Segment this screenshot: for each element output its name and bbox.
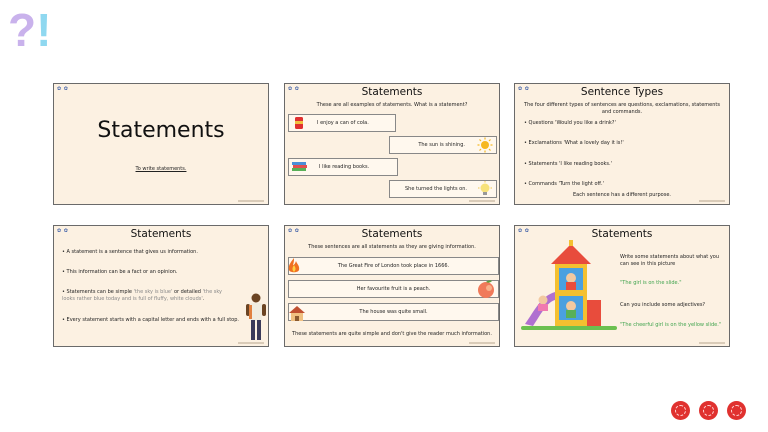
detailed-example: 'the sky looks rather blue today and is full of fluffy, white clouds' xyxy=(62,289,223,302)
slide-prompt: Write some statements about what you can see in this picture xyxy=(620,254,720,267)
example-box xyxy=(288,303,499,321)
slide-question: Can you include some adjectives? xyxy=(620,302,706,308)
nav-dot-icon[interactable] xyxy=(671,401,690,420)
person-illustration xyxy=(244,292,268,344)
bullet-text: A statement is a sentence that gives us information. xyxy=(66,249,198,255)
bullet-item: • Statements can be simple 'the sky is blue' or detailed 'the sky looks rather blue today and is full of fluffy, white clouds'. xyxy=(62,289,223,302)
slide-thumbnail-3[interactable] xyxy=(514,83,730,205)
bullet-text: or detailed xyxy=(172,289,203,295)
slide-logo: ✿ ✿ xyxy=(57,228,69,234)
slide-title: Statements xyxy=(130,228,192,240)
bullet-text: This information can be a fact or an opinion. xyxy=(66,269,178,275)
slide-footer-text: Each sentence has a different purpose. xyxy=(572,192,671,198)
simple-example: 'the sky is blue' xyxy=(133,289,173,295)
slide-thumbnail-5[interactable] xyxy=(284,225,500,347)
slide-footer-text: These statements are quite simple and don't give the reader much information. xyxy=(292,331,492,337)
bullet-text: Commands 'Turn the light off.' xyxy=(528,181,604,187)
example-text: The house was quite small. xyxy=(359,309,428,315)
slide-title: Statements xyxy=(591,228,653,240)
slide-footer-mark xyxy=(699,342,725,344)
example-text: Her favourite fruit is a peach. xyxy=(356,286,431,292)
bullet-item: • Statements 'I like reading books.' xyxy=(524,161,612,167)
example-box xyxy=(389,180,497,198)
exclamation-icon: ! xyxy=(36,4,52,56)
sun-icon xyxy=(477,137,493,153)
bullet-item: • A statement is a sentence that gives us information. xyxy=(62,249,198,255)
bullet-text: . xyxy=(202,296,205,302)
slide-thumbnail-6[interactable] xyxy=(514,225,730,347)
slide-footer-mark xyxy=(238,200,264,202)
slide-footer-mark xyxy=(238,342,264,344)
house-icon xyxy=(287,304,307,322)
slide-logo: ✿ ✿ xyxy=(518,86,530,92)
cola-can-icon xyxy=(291,116,307,130)
bullet-text: Statements can be simple xyxy=(66,289,134,295)
example-text: She turned the lights on. xyxy=(404,186,467,192)
slide-title: Statements xyxy=(361,86,423,98)
slide-title: Statements xyxy=(361,228,423,240)
example-box xyxy=(288,114,396,132)
light-bulb-icon xyxy=(477,181,493,197)
slide-thumbnail-2[interactable] xyxy=(284,83,500,205)
slide-intro: These sentences are all statements as they are giving information. xyxy=(308,244,476,250)
playground-illustration xyxy=(521,240,617,338)
slide-footer-mark xyxy=(469,342,495,344)
slide-footer-mark xyxy=(469,200,495,202)
example-box xyxy=(389,136,497,154)
example-text: I like reading books. xyxy=(319,164,370,170)
nav-dot-icon[interactable] xyxy=(727,401,746,420)
example-box xyxy=(288,280,499,298)
nav-dot-icon[interactable] xyxy=(699,401,718,420)
peach-icon xyxy=(475,279,497,299)
bullet-text: Statements 'I like reading books.' xyxy=(528,161,612,167)
bullet-item: • This information can be a fact or an opinion. xyxy=(62,269,178,275)
example-box xyxy=(288,257,499,275)
question-mark-icon: ? xyxy=(8,4,37,56)
slide-title: Sentence Types xyxy=(580,86,664,98)
example-text: I enjoy a can of cola. xyxy=(317,120,369,126)
slide-thumbnail-1[interactable] xyxy=(53,83,269,205)
books-icon xyxy=(291,160,309,174)
example-statement: "The cheerful girl is on the yellow slide." xyxy=(620,322,722,328)
slide-intro: The four different types of sentences are questions, exclamations, statements and commands. xyxy=(524,102,720,115)
example-box xyxy=(288,158,398,176)
slide-logo: ✿ ✿ xyxy=(288,86,300,92)
slide-intro: These are all examples of statements. What is a statement? xyxy=(316,102,468,108)
example-text: The sun is shining. xyxy=(418,142,465,148)
bullet-text: Questions 'Would you like a drink?' xyxy=(528,120,616,126)
example-statement: "The girl is on the slide." xyxy=(620,280,682,286)
bullet-item: • Commands 'Turn the light off.' xyxy=(524,181,604,187)
bullet-text: Every statement starts with a capital letter and ends with a full stop. xyxy=(66,317,239,323)
slide-logo: ✿ ✿ xyxy=(518,228,530,234)
example-text: The Great Fire of London took place in 1666. xyxy=(337,263,450,269)
slide-footer-mark xyxy=(699,200,725,202)
navigation-dots xyxy=(671,401,746,420)
slide-title: Statements xyxy=(97,118,225,143)
slide-objective: To write statements. xyxy=(135,166,187,172)
question-exclamation-logo xyxy=(8,2,51,58)
bullet-item: • Every statement starts with a capital letter and ends with a full stop. xyxy=(62,317,239,323)
bullet-item: • Exclamations 'What a lovely day it is!' xyxy=(524,140,624,146)
slide-logo: ✿ ✿ xyxy=(57,86,69,92)
fire-icon xyxy=(286,257,302,275)
slide-thumbnail-4[interactable] xyxy=(53,225,269,347)
bullet-text: Exclamations 'What a lovely day it is!' xyxy=(528,140,624,146)
bullet-item: • Questions 'Would you like a drink?' xyxy=(524,120,616,126)
slide-logo: ✿ ✿ xyxy=(288,228,300,234)
